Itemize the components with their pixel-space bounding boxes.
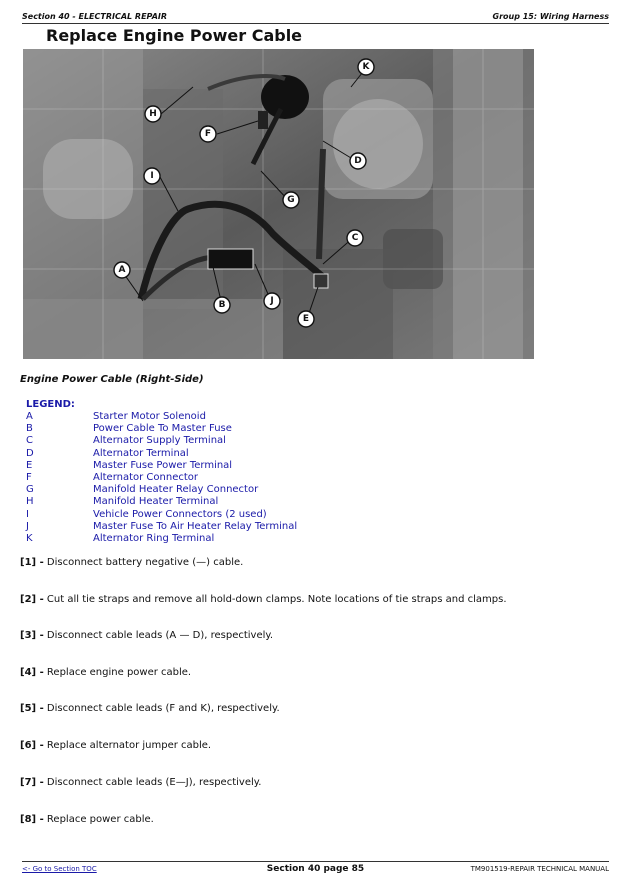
legend-label: Alternator Supply Terminal <box>93 435 226 447</box>
step-number: [1] - <box>20 557 44 568</box>
legend-label: Alternator Terminal <box>93 447 189 459</box>
page-title: Replace Engine Power Cable <box>46 26 303 45</box>
step-5 <box>20 703 280 714</box>
footer-divider <box>22 861 609 862</box>
figure-caption: Engine Power Cable (Right-Side) <box>20 374 204 385</box>
legend-key: A <box>26 411 33 422</box>
engine-photo <box>23 49 534 359</box>
svg-text:A: A <box>118 265 126 275</box>
manual-id: TM901519-REPAIR TECHNICAL MANUAL <box>470 865 609 873</box>
legend-item <box>26 484 297 496</box>
callout-h <box>145 106 161 122</box>
svg-text:H: H <box>149 109 157 119</box>
section-toc-link[interactable]: <- Go to Section TOC <box>22 865 97 873</box>
legend-item <box>26 435 297 447</box>
callout-i <box>144 168 160 184</box>
step-text: Disconnect cable leads (E—J), respectively. <box>46 777 262 788</box>
step-8 <box>20 814 154 825</box>
step-text: Cut all tie straps and remove all hold-down clamps. Note locations of tie straps and clamps. <box>46 594 507 605</box>
legend <box>26 398 297 545</box>
svg-text:B: B <box>218 300 226 310</box>
legend-key: D <box>26 447 34 459</box>
legend-item <box>26 472 297 484</box>
step-text: Disconnect cable leads (A — D), respectively. <box>46 630 274 641</box>
step-text: Replace alternator jumper cable. <box>46 740 212 751</box>
step-text: Disconnect cable leads (F and K), respectively. <box>46 703 280 714</box>
legend-key: C <box>26 435 33 447</box>
callout-j <box>264 293 280 309</box>
step-text: Disconnect battery negative (—) cable. <box>46 557 244 568</box>
legend-label: Manifold Heater Relay Connector <box>93 484 259 496</box>
legend-item <box>26 411 297 423</box>
legend-label: Manifold Heater Terminal <box>93 496 219 508</box>
legend-label: Vehicle Power Connectors (2 used) <box>93 508 267 520</box>
step-number: [8] - <box>20 814 44 825</box>
step-number: [6] - <box>20 740 44 751</box>
legend-item <box>26 460 297 472</box>
callout-f <box>200 126 216 142</box>
step-text: Replace engine power cable. <box>46 667 192 678</box>
svg-text:J: J <box>270 296 274 306</box>
step-7 <box>20 777 261 788</box>
svg-text:K: K <box>362 62 370 72</box>
legend-item <box>26 423 297 435</box>
svg-text:E: E <box>302 314 310 324</box>
step-text: Replace power cable. <box>46 814 154 825</box>
callout-d <box>350 153 366 169</box>
legend-item <box>26 533 297 545</box>
legend-item <box>26 496 297 508</box>
legend-key: H <box>26 496 34 508</box>
legend-label: Master Fuse Power Terminal <box>93 459 233 471</box>
step-1 <box>20 557 243 568</box>
legend-key: J <box>26 520 29 532</box>
header-divider <box>22 23 609 24</box>
legend-key: I <box>26 508 29 520</box>
page-number: Section 40 page 85 <box>266 864 365 874</box>
step-number: [2] - <box>20 594 44 605</box>
section-title: Section 40 - ELECTRICAL REPAIR <box>22 12 168 21</box>
legend-item <box>26 509 297 521</box>
legend-heading: LEGEND: <box>26 399 75 410</box>
callout-b <box>214 297 230 313</box>
legend-key: F <box>26 471 32 483</box>
callout-e <box>298 311 314 327</box>
step-6 <box>20 740 211 751</box>
svg-text:G: G <box>287 195 295 205</box>
legend-label: Starter Motor Solenoid <box>93 411 206 422</box>
legend-key: B <box>26 423 33 435</box>
svg-text:I: I <box>150 171 154 181</box>
legend-item <box>26 448 297 460</box>
callout-c <box>347 230 363 246</box>
legend-item <box>26 521 297 533</box>
callout-k <box>358 59 374 75</box>
group-title: Group 15: Wiring Harness <box>492 12 609 21</box>
legend-label: Power Cable To Master Fuse <box>93 423 232 435</box>
callout-a <box>114 262 130 278</box>
legend-label: Alternator Connector <box>93 471 198 483</box>
legend-key: K <box>26 532 33 544</box>
legend-key: G <box>26 484 34 496</box>
legend-label: Master Fuse To Air Heater Relay Terminal <box>93 520 298 532</box>
svg-text:F: F <box>204 129 212 139</box>
step-3 <box>20 630 273 641</box>
legend-key: E <box>26 459 33 471</box>
step-2 <box>20 594 507 605</box>
step-number: [7] - <box>20 777 44 788</box>
svg-text:D: D <box>354 156 362 166</box>
page-footer <box>22 865 609 877</box>
callout-g <box>283 192 299 208</box>
step-number: [4] - <box>20 667 44 678</box>
step-number: [3] - <box>20 630 44 641</box>
step-4 <box>20 667 191 678</box>
legend-label: Alternator Ring Terminal <box>93 532 215 544</box>
svg-text:C: C <box>351 233 359 243</box>
step-number: [5] - <box>20 703 44 714</box>
